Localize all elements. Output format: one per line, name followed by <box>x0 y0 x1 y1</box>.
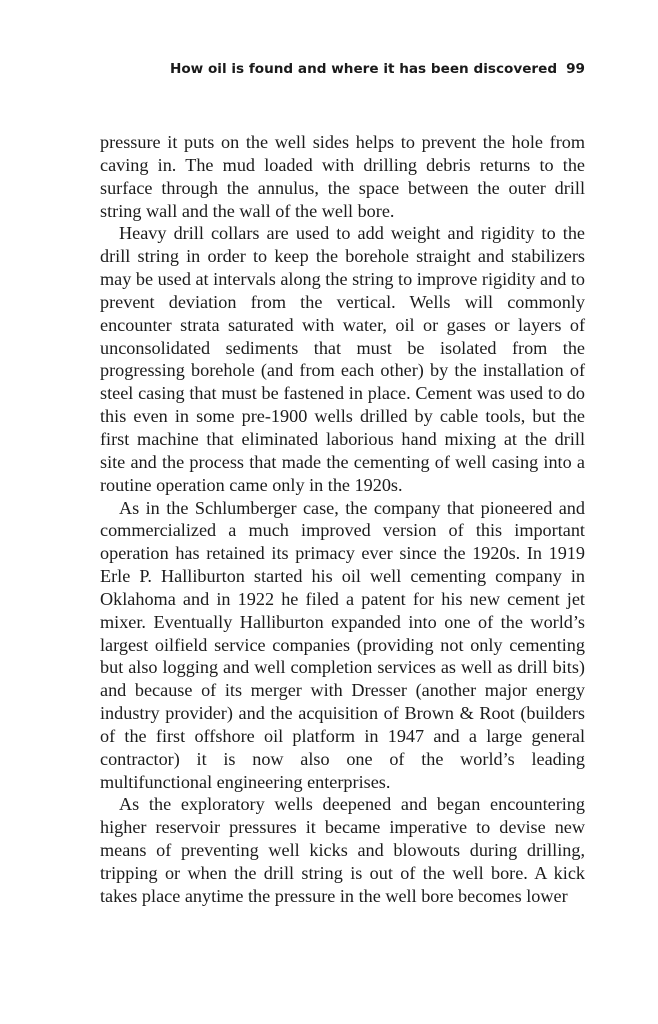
body-text <box>100 131 585 908</box>
paragraph-drill-collars: Heavy drill collars are used to add weight and rigidity to the drill string in order to keep the borehole straight and stabilizers may be used at intervals along the string to improve rigidity and to prevent deviation from the vertical. Wells will commonly encounter strata saturated with water, oil or gases or layers of unconsolidated sediments that must be isolated from the progressing borehole (and from each other) by the installation of steel casing that must be fastened in place. Cement was used to do this even in some pre-1900 wells drilled by cable tools, but the first machine that eliminated laborious hand mixing at the drill site and the process that made the cementing of well casing into a routine operation came only in the 1920s. <box>100 223 585 495</box>
paragraph-continued: pressure it puts on the well sides helps to prevent the hole from caving in. The mud loaded with drilling debris returns to the surface through the annulus, the space between the outer drill string wall and the wall of the well bore. <box>100 132 585 221</box>
running-head <box>100 59 585 79</box>
paragraph-blowout-prevention: As the exploratory wells deepened and began encountering higher reservoir pressures it became imperative to devise new means of preventing well kicks and blowouts during drilling, tripping or when the drill string is out of the well bore. A kick takes place anytime the pressure in the well bore becomes lower <box>100 794 585 906</box>
paragraph-halliburton: As in the Schlumberger case, the company that pioneered and commercialized a much improved version of this important operation has retained its primacy ever since the 1920s. In 1919 Erle P. Halliburton started his oil well cementing company in Oklahoma and in 1922 he filed a patent for his new cement jet mixer. Eventually Halliburton expanded into one of the world’s largest oilfield service companies (providing not only cementing but also logging and well completion services as well as drill bits) and because of its merger with Dresser (another major energy industry provider) and the acquisition of Brown & Root (builders of the first offshore oil platform in 1947 and a large general contractor) it is now also one of the world’s leading multifunctional engineering enterprises. <box>100 497 585 792</box>
page-number: 99 <box>566 61 585 77</box>
chapter-title: How oil is found and where it has been discovered <box>169 61 558 77</box>
